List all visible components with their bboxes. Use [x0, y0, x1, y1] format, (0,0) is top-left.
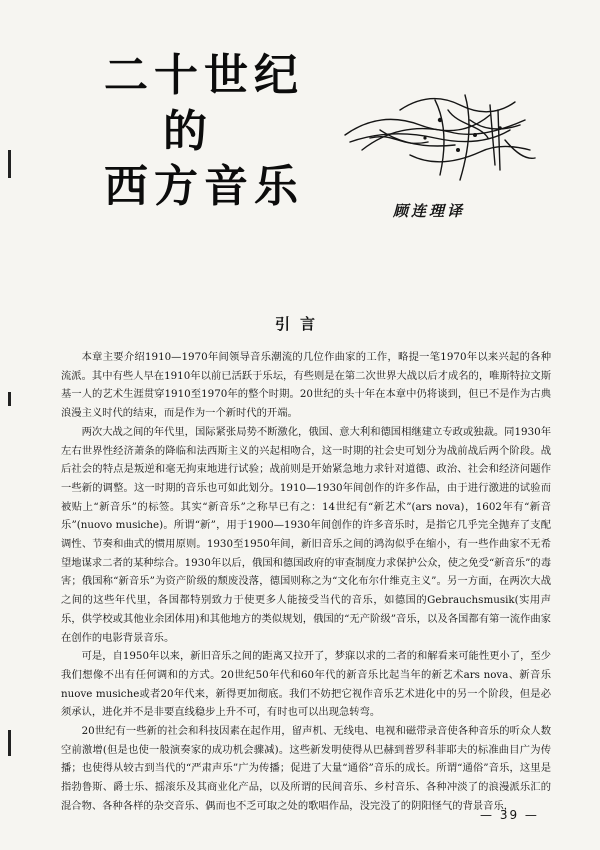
paragraph-3: 可是，自1950年以来，新旧音乐之间的距离又拉开了，梦寐以求的二者的和解看来可能性更小了，至少我们想像不出有任何调和的方式。20世纪50年代和60年代的新音乐比起当年的新艺术ars nova、新音乐nuove musiche或者20年代来，新得更加彻底。我们不妨把它视作音乐艺术进化中的另一个阶段，但是必须承认，进化并不是非要直线稳步上升不可，有时也可以出现急转弯。: [61, 650, 551, 719]
margin-mark-middle: [8, 392, 11, 406]
paragraph-4: 20世纪有一些新的社会和科技因素在起作用，留声机、无线电、电视和磁带录音使各种音乐的听众人数空前激增(但是也使一般演奏家的成功机会骤减)。这些新发明使得从巴赫到普罗科菲耶夫的标准曲目广为传播；也使得从较古到当代的“严肃声乐”广为传播；促进了大量“通俗”音乐的成长。所谓“通俗”音乐，这里是指勃鲁斯、爵士乐、摇滚乐及其商业化产品，以及所谓的民间音乐、乡村音乐、各种冲淡了的浪漫派乐汇的混合物、各种各样的杂交音乐、偶而也不乏可取之处的歌唱作品，没完没了的阴阳怪气的背景音乐，: [61, 725, 551, 812]
title-line-2: 的: [163, 106, 213, 157]
decorative-sketch-icon: [340, 80, 540, 190]
margin-mark-top: [8, 150, 11, 178]
section-heading: 引言: [274, 315, 325, 333]
body-text: [61, 348, 551, 816]
title-line-1: 二十世纪: [104, 50, 304, 101]
paragraph-2: 两次大战之间的年代里，国际紧张局势不断激化，俄国、意大利和德国相继建立专政或独裁。同1930年左右世界性经济萧条的降临和法西斯主义的兴起相吻合，这一时期的社会史可划分为战前战后两个阶段。战后社会的特点是叛逆和毫无拘束地进行试验；战前则是开始紧急地力求针对道德、政治、社会和经济问题作一些新的调整。这一时期的音乐也可如此划分。1910—1930年间创作的许多作品，由于进行激进的试验而被贴上“新音乐”的标签。其实“新音乐”之称早已有之：14世纪有“新艺术”(ars nova)，1602年有“新音乐”(nuovo musiche)。所谓“新”，用于1900—1930年间创作的许多音乐时，是指它几乎完全抛弃了支配调性、节奏和曲式的惯用原则。1930至1950年间，新旧音乐之间的鸿沟似乎在缩小，有一些作曲家不无希望地谋求二者的某种综合。1930年以后，俄国和德国政府的审查制度力求保护公众，使之免受“新音乐”的毒害；俄国称“新音乐”为资产阶级的颓废没落，德国则称之为“文化布尔什维克主义”。另一方面，在两次大战之间的这些年代里，各国都特别致力于使更多人能接受当代的音乐，如德国的Gebrauchsmusik(实用声乐，供学校或其他业余团体用)和其他地方的类似规划，俄国的“无产阶级”音乐，以及各国都有第一流作曲家在创作的电影背景音乐。: [61, 425, 551, 644]
page-number: — 39 —: [480, 808, 539, 822]
translator-credit: 顾连理译: [393, 202, 466, 220]
margin-mark-bottom: [8, 730, 11, 756]
paragraph-1: 本章主要介绍1910—1970年间领导音乐潮流的几位作曲家的工作，略提一笔1970年以来兴起的各种流派。其中有些人早在1910年以前已活跃于乐坛，有些则是在第二次世界大战以后才成名的，唯斯特拉文斯基一人的艺术生涯贯穿1910至1970年的整个时期。20世纪的头十年在本章中仍将谈到，但已不是作为古典浪漫主义时代的结束，而是作为一个新时代的开端。: [61, 351, 551, 420]
title-line-3: 西方音乐: [104, 161, 304, 212]
